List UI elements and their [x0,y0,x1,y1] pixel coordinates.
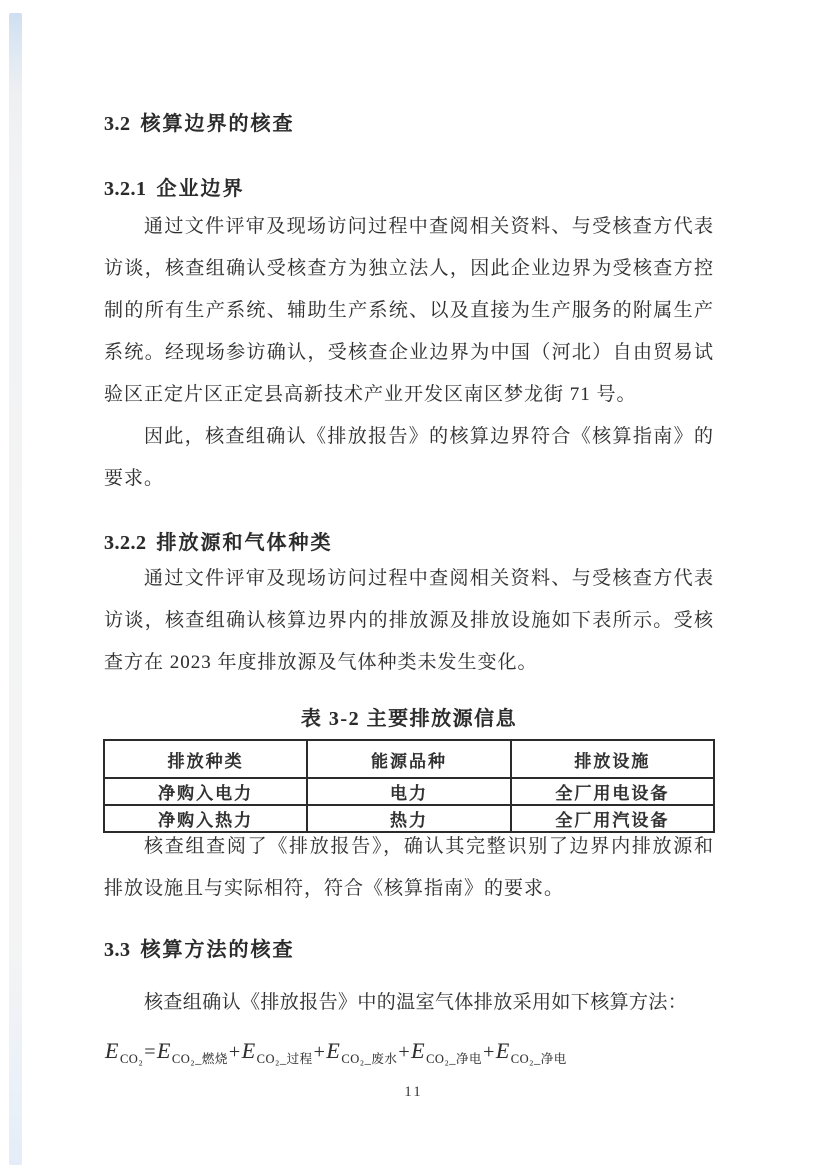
formula-subscript: CO₂_燃烧 [171,1052,228,1066]
section-title: 核算边界的核查 [140,113,295,135]
table-cell: 全厂用电设备 [511,778,714,805]
table-cell: 电力 [307,778,510,805]
section-title: 排放源和气体种类 [156,532,333,554]
formula-operator: + [398,1041,411,1063]
section-title: 企业边界 [156,178,245,200]
formula-subscript: CO₂_净电 [510,1052,567,1066]
section-heading-3-2 [104,107,714,136]
paragraph-boundary-conclusion: 因此，核查组确认《排放报告》的核算边界符合《核算指南》的要求。 [104,426,714,489]
formula-subscript: CO₂_净电 [426,1052,483,1066]
paragraph-table-conclusion: 核查组查阅了《排放报告》，确认其完整识别了边界内排放源和排放设施且与实际相符，符合《核算指南》的要求。 [104,836,714,899]
formula-operator: + [228,1041,241,1063]
formula-subscript: CO₂_过程 [256,1052,313,1066]
table-caption: 表 3-2 主要排放源信息 [300,708,518,730]
section-title: 核算方法的核查 [140,939,295,961]
section-number: 3.2 [104,113,131,135]
table-header-cell: 排放种类 [104,740,307,778]
table-header-row [104,740,714,778]
formula-subscript: CO₂_废水 [341,1052,398,1066]
emission-formula [104,1038,714,1064]
formula-variable: E [326,1038,341,1063]
emission-sources-table [103,739,715,833]
table-header-cell: 排放设施 [511,740,714,778]
table-cell: 热力 [307,805,510,832]
paragraph-method-intro: 核查组确认《排放报告》中的温室气体排放采用如下核算方法： [144,992,688,1013]
formula-operator: + [483,1041,495,1063]
section-number: 3.2.2 [104,532,147,554]
formula-variable: E [411,1038,426,1063]
formula-variable: E [156,1038,171,1063]
table-cell: 净购入电力 [104,778,307,805]
page-number: 11 [404,1084,423,1100]
formula-operator: + [313,1041,326,1063]
formula-subscript: CO₂ [119,1052,144,1066]
section-number: 3.2.1 [104,178,147,200]
paragraph-enterprise-boundary: 通过文件评审及现场访问过程中查阅相关资料、与受核查方代表访谈，核查组确认受核查方为独立法人，因此企业边界为受核查方控制的所有生产系统、辅助生产系统、以及直接为生产服务的附属生产系统。经现场参访确认，受核查企业边界为中国（河北）自由贸易试验区正定片区正定县高新技术产业开发区南区梦龙街 71 号。 [104,216,714,405]
formula-operator: = [144,1041,156,1063]
section-heading-3-2-1 [104,172,714,201]
section-heading-3-3 [104,933,714,962]
formula-variable: E [105,1038,119,1063]
formula-variable: E [241,1038,256,1063]
formula-variable: E [495,1038,510,1063]
table-header-cell: 能源品种 [307,740,510,778]
table-cell: 净购入热力 [104,805,307,832]
paragraph-emission-sources: 通过文件评审及现场访问过程中查阅相关资料、与受核查方代表访谈，核查组确认核算边界内的排放源及排放设施如下表所示。受核查方在 2023 年度排放源及气体种类未发生变化。 [104,568,714,673]
section-heading-3-2-2 [104,526,714,555]
section-number: 3.3 [104,939,131,961]
scan-artifact-strip [9,13,22,1165]
table-row [104,778,714,805]
table-cell: 全厂用汽设备 [511,805,714,832]
